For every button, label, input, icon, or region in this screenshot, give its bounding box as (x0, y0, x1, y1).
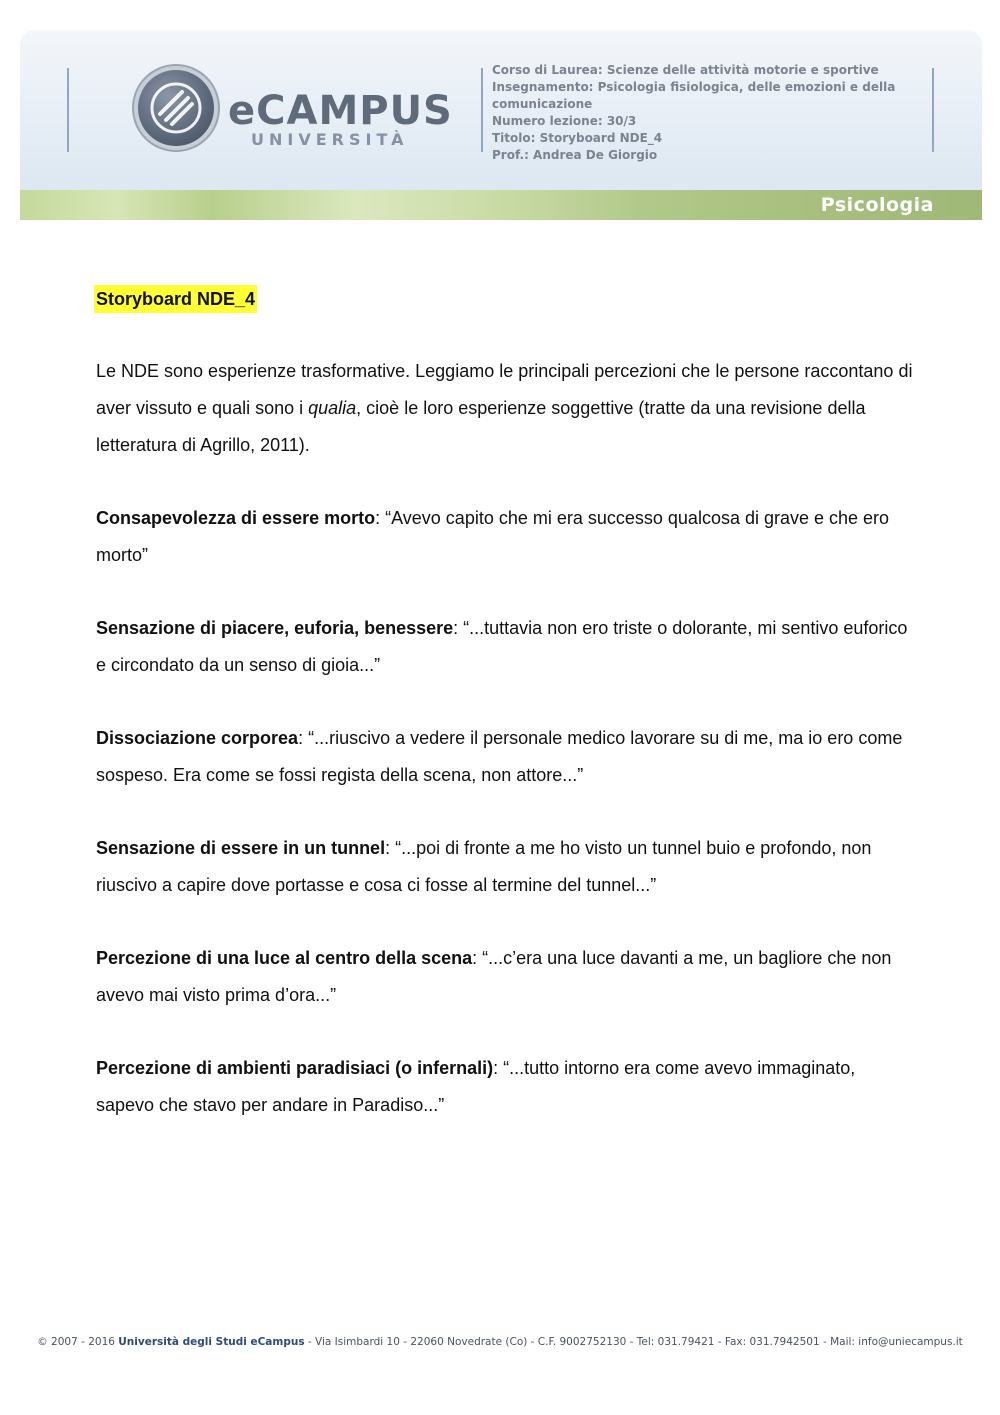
nde-quote: : “...poi di fronte a me ho visto un tunnel buio e profondo, non riuscivo a capire dove portasse e cosa ci fosse al termine del tunnel...” (96, 838, 872, 895)
nde-item (96, 1050, 916, 1124)
footer-copyright: © 2007 - 2016 (37, 1336, 119, 1348)
intro-paragraph (96, 353, 916, 464)
ecampus-logo-icon (138, 70, 214, 146)
nde-quote: : “...c’era una luce davanti a me, un bagliore che non avevo mai visto prima d’ora...” (96, 948, 892, 1005)
header-divider-right (932, 68, 934, 152)
intro-emphasis: qualia (308, 398, 357, 418)
nde-quote: : “...tuttavia non ero triste o dolorante, mi sentivo euforico e circondato da un senso di gioia...” (96, 618, 908, 675)
intro-text: Le NDE sono esperienze trasformative. Leggiamo le principali percezioni che le persone raccontano di aver vissuto e quali sono i (96, 361, 913, 418)
document-title: Storyboard NDE_4 (94, 285, 257, 313)
nde-term: Consapevolezza di essere morto (96, 508, 376, 528)
subject-label: Psicologia (820, 194, 934, 216)
header-divider-middle (481, 68, 483, 152)
logo-subtitle: UNIVERSITÀ (251, 130, 409, 149)
nde-quote: : “...riuscivo a vedere il personale medico lavorare su di me, ma io ero come sospeso. Era come se fossi regista della scena, non attore...” (96, 728, 903, 785)
header-divider-left (67, 68, 69, 152)
nde-item (96, 720, 916, 794)
document-body (96, 285, 916, 1124)
course-info-line: Numero lezione: 30/3 (492, 114, 637, 128)
footer-organization: Università degli Studi eCampus (118, 1336, 305, 1348)
logo-wordmark: eCAMPUS (228, 88, 453, 134)
course-info-line: Corso di Laurea: Scienze delle attività motorie e sportive (492, 63, 879, 77)
nde-item (96, 500, 916, 574)
nde-term: Sensazione di piacere, euforia, benessere (96, 618, 454, 638)
nde-term: Percezione di una luce al centro della scena (96, 948, 473, 968)
course-info (492, 62, 912, 164)
nde-quote: : “Avevo capito che mi era successo qualcosa di grave e che ero morto” (96, 508, 890, 565)
nde-quote: : “...tutto intorno era come avevo immaginato, sapevo che stavo per andare in Paradiso...” (96, 1058, 856, 1115)
footer-contacts: - Via Isimbardi 10 - 22060 Novedrate (Co) - C.F. 9002752130 - Tel: 031.79421 - Fax: 031.7942501 - Mail: info@uniecampus.it (304, 1336, 963, 1348)
nde-item (96, 830, 916, 904)
nde-item (96, 610, 916, 684)
course-info-line: Insegnamento: Psicologia fisiologica, delle emozioni e della (492, 80, 896, 94)
intro-text-end: , cioè le loro esperienze soggettive (tratte da una revisione della letteratura di Agrillo, 2011). (96, 398, 866, 455)
course-info-line: Titolo: Storyboard NDE_4 (492, 131, 663, 145)
course-info-line: comunicazione (492, 97, 593, 111)
course-info-line: Prof.: Andrea De Giorgio (492, 148, 658, 162)
nde-term: Sensazione di essere in un tunnel (96, 838, 386, 858)
nde-term: Dissociazione corporea (96, 728, 299, 748)
nde-term: Percezione di ambienti paradisiaci (o infernali) (96, 1058, 494, 1078)
page-footer (0, 1336, 1000, 1348)
nde-item (96, 940, 916, 1014)
page-header (20, 30, 982, 220)
